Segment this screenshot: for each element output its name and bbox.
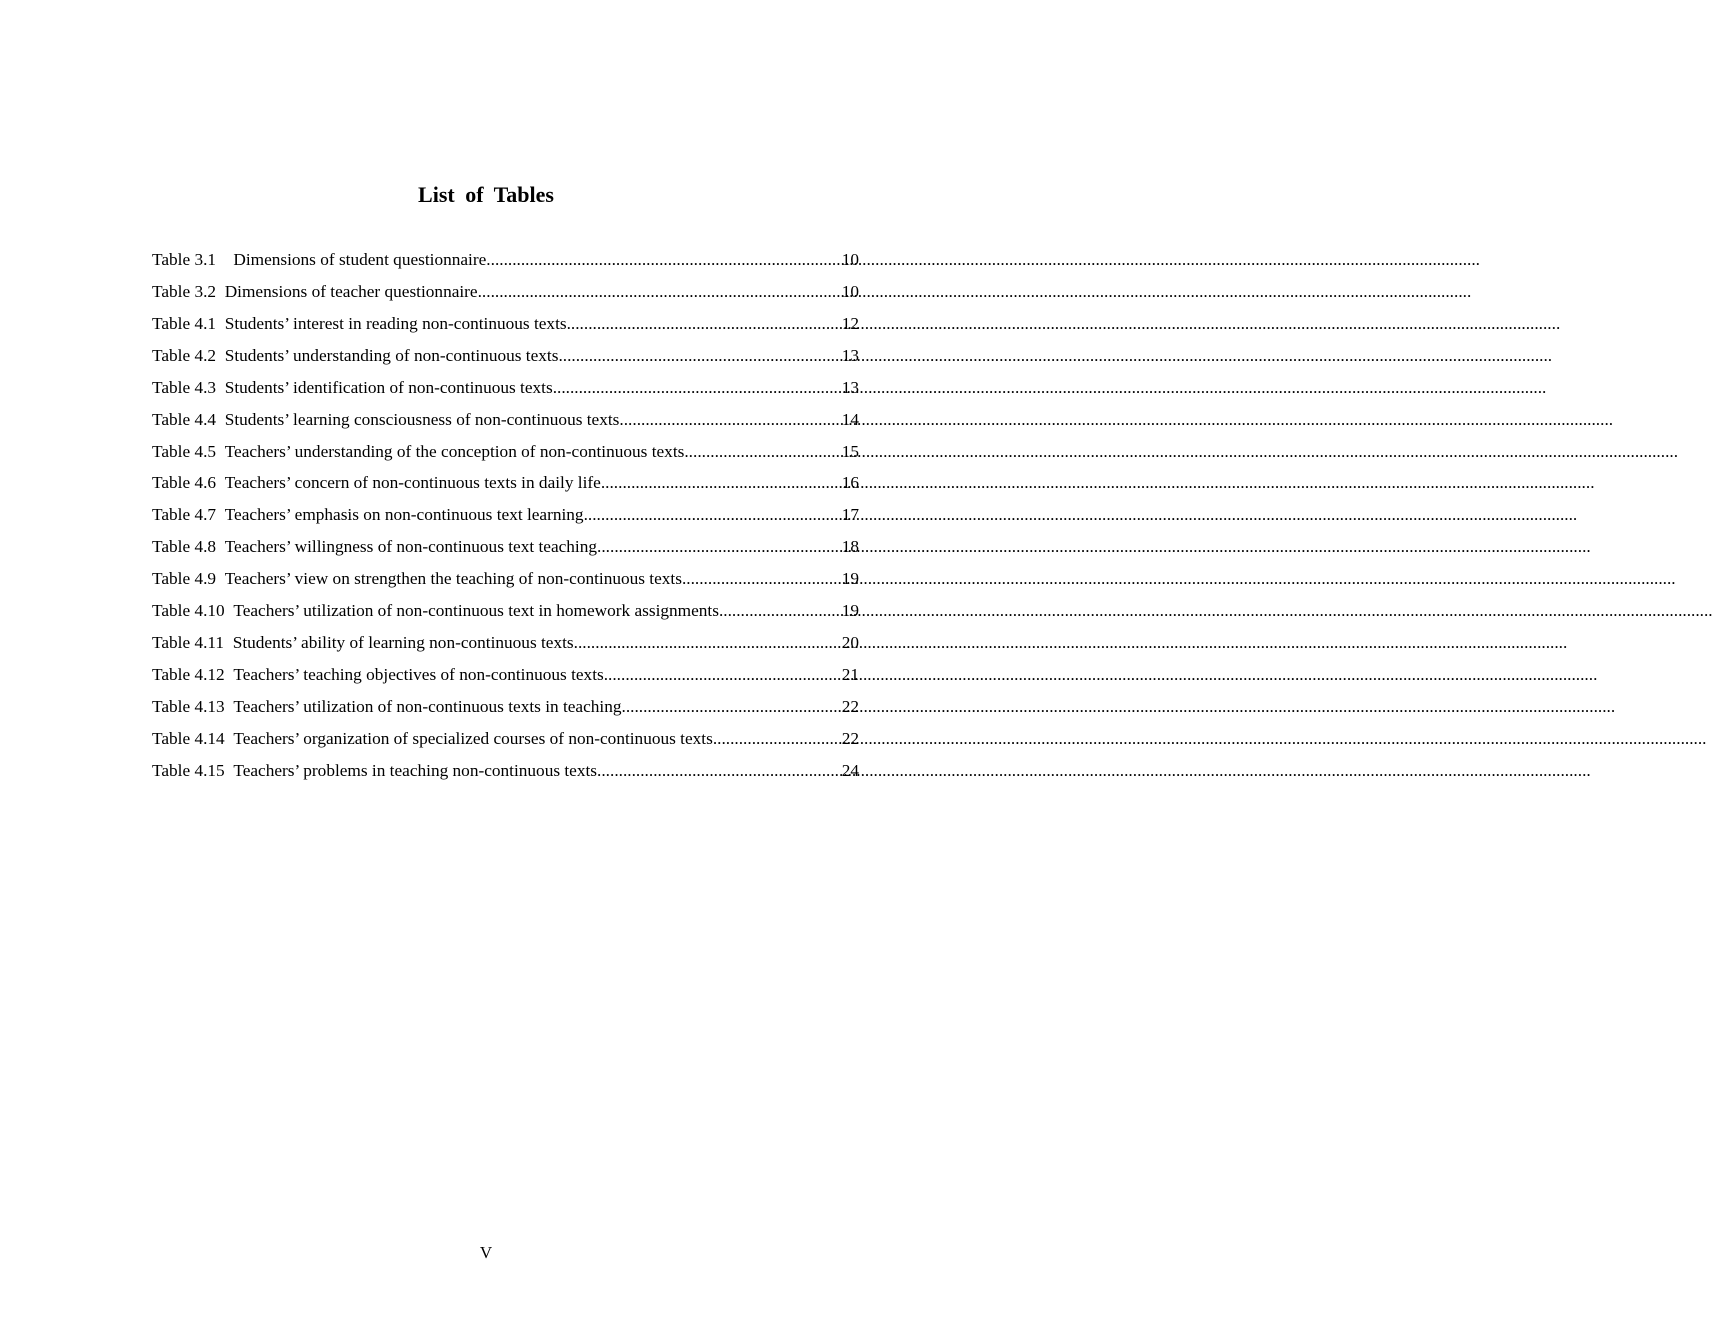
toc-entry[interactable] xyxy=(152,374,859,406)
dot-leader xyxy=(574,629,842,657)
toc-entry[interactable] xyxy=(152,469,859,501)
entry-title: Teachers’ utilization of non-continuous text in homework assignments xyxy=(233,601,719,621)
entry-label: Table 4.8 xyxy=(152,537,225,557)
entry-label: Table 4.12 xyxy=(152,664,234,684)
entry-label: Table 4.13 xyxy=(152,696,234,716)
dot-leader xyxy=(719,597,842,625)
dot-leader xyxy=(553,374,842,402)
toc-entry[interactable] xyxy=(152,342,859,374)
entry-page-number: 19 xyxy=(841,601,859,621)
entry-title: Teachers’ willingness of non-continuous text teaching xyxy=(224,537,598,557)
toc-entry[interactable] xyxy=(152,565,859,597)
entry-label: Table 3.2 xyxy=(152,281,225,301)
dot-leader xyxy=(567,310,842,338)
toc-entry[interactable] xyxy=(152,501,859,533)
dot-leader xyxy=(713,725,842,753)
toc-entry[interactable] xyxy=(152,246,859,278)
dot-leader xyxy=(619,406,841,434)
entry-label: Table 4.4 xyxy=(152,409,225,429)
dot-leader xyxy=(597,757,842,785)
entry-page-number: 18 xyxy=(841,537,859,557)
page-title: List of Tables xyxy=(418,182,554,207)
entry-page-number: 10 xyxy=(841,281,859,301)
entry-label: Table 4.5 xyxy=(152,441,225,461)
entry-title: Dimensions of teacher questionnaire xyxy=(224,281,478,301)
toc-entry[interactable] xyxy=(152,438,859,470)
entry-label: Table 4.2 xyxy=(152,345,225,365)
entry-title: Teachers’ teaching objectives of non-continuous texts xyxy=(233,664,604,684)
dot-leader xyxy=(604,661,842,689)
entry-label: Table 4.11 xyxy=(152,633,233,653)
entry-label: Table 4.15 xyxy=(152,760,234,780)
entry-title: Students’ understanding of non-continuous texts xyxy=(224,345,559,365)
entry-title: Teachers’ emphasis on non-continuous text learning xyxy=(224,505,584,525)
table-of-contents-list xyxy=(152,246,859,789)
toc-entry[interactable] xyxy=(152,661,859,693)
dot-leader xyxy=(684,438,841,466)
entry-title: Students’ interest in reading non-continuous texts xyxy=(224,313,567,333)
entry-title: Dimensions of student questionnaire xyxy=(233,250,487,269)
entry-label: Table 4.9 xyxy=(152,569,225,589)
entry-page-number: 22 xyxy=(841,696,859,716)
dot-leader xyxy=(597,533,842,561)
toc-entry[interactable] xyxy=(152,597,859,629)
dot-leader xyxy=(486,246,841,274)
entry-page-number: 14 xyxy=(841,409,859,429)
dot-leader xyxy=(558,342,841,370)
entry-title: Students’ ability of learning non-continuous texts xyxy=(232,633,574,653)
entry-page-number: 15 xyxy=(841,441,859,461)
dot-leader xyxy=(478,278,842,306)
entry-title: Teachers’ problems in teaching non-continuous texts xyxy=(233,760,598,780)
toc-entry[interactable] xyxy=(152,725,859,757)
entry-page-number: 21 xyxy=(841,664,859,684)
entry-label: Table 3.1 xyxy=(152,250,234,269)
toc-entry[interactable] xyxy=(152,310,859,342)
toc-entry[interactable] xyxy=(152,533,859,565)
toc-entry[interactable] xyxy=(152,278,859,310)
dot-leader xyxy=(601,469,842,497)
toc-entry[interactable] xyxy=(152,693,859,725)
toc-entry[interactable] xyxy=(152,406,859,438)
page-number: V xyxy=(479,1243,493,1262)
entry-page-number: 16 xyxy=(841,473,859,493)
entry-page-number: 24 xyxy=(841,760,859,780)
entry-page-number: 10 xyxy=(841,250,859,269)
entry-label: Table 4.1 xyxy=(152,313,225,333)
entry-page-number: 20 xyxy=(841,633,859,653)
entry-title: Teachers’ understanding of the conception of non-continuous texts xyxy=(224,441,685,461)
toc-entry[interactable] xyxy=(152,757,859,789)
entry-label: Table 4.3 xyxy=(152,377,225,397)
toc-entry[interactable] xyxy=(152,629,859,661)
entry-title: Teachers’ view on strengthen the teaching of non-continuous texts xyxy=(224,569,682,589)
entry-page-number: 22 xyxy=(841,728,859,748)
entry-label: Table 4.14 xyxy=(152,728,234,748)
entry-page-number: 12 xyxy=(841,313,859,333)
entry-label: Table 4.10 xyxy=(152,601,234,621)
entry-title: Teachers’ utilization of non-continuous texts in teaching xyxy=(233,696,622,716)
entry-label: Table 4.7 xyxy=(152,505,225,525)
entry-page-number: 17 xyxy=(841,505,859,525)
entry-title: Students’ identification of non-continuous texts xyxy=(224,377,553,397)
dot-leader xyxy=(584,501,842,529)
dot-leader xyxy=(622,693,842,721)
entry-page-number: 13 xyxy=(841,345,859,365)
dot-leader xyxy=(682,565,842,593)
entry-page-number: 19 xyxy=(841,569,859,589)
entry-label: Table 4.6 xyxy=(152,473,225,493)
entry-page-number: 13 xyxy=(841,377,859,397)
entry-title: Teachers’ organization of specialized courses of non-continuous texts xyxy=(233,728,713,748)
entry-title: Teachers’ concern of non-continuous texts in daily life xyxy=(224,473,601,493)
entry-title: Students’ learning consciousness of non-continuous texts xyxy=(224,409,620,429)
